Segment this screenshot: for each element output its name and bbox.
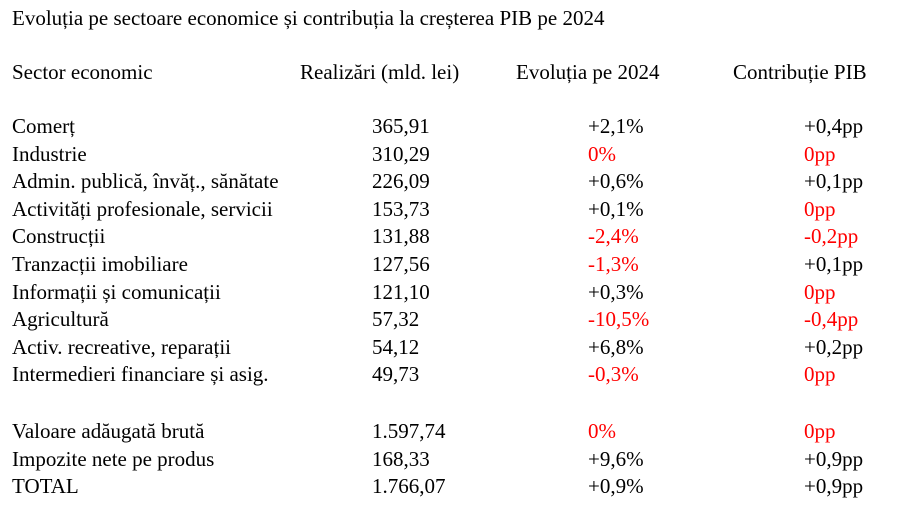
realizari-value: 365,91 <box>372 114 430 138</box>
evolutie-value: 0% <box>588 419 616 443</box>
table-row <box>0 279 899 306</box>
contributie-value: +0,9pp <box>804 446 864 471</box>
header-evolutie: Evoluția pe 2024 <box>516 60 660 84</box>
contributie-value: 0pp <box>804 419 836 443</box>
table-row <box>0 473 899 500</box>
contributie-value: 0pp <box>804 196 836 221</box>
table-row <box>0 251 899 278</box>
evolutie-value: +0,6% <box>588 169 644 194</box>
evolutie-value: -0,3% <box>588 362 639 387</box>
sector-name: Admin. publică, învăț., sănătate <box>12 169 279 194</box>
sector-name: Activități profesionale, servicii <box>12 196 273 221</box>
table-row <box>0 334 899 361</box>
realizari-value: 131,88 <box>372 224 430 249</box>
sector-name: Agricultură <box>12 307 109 332</box>
table-row <box>0 361 899 388</box>
contributie-value: 0pp <box>804 362 836 387</box>
table-row <box>0 168 899 195</box>
sector-name: Industrie <box>12 141 87 166</box>
contributie-value: +0,1pp <box>804 169 864 194</box>
realizari-value: 1.766,07 <box>372 474 446 499</box>
evolutie-value: +6,8% <box>588 334 644 359</box>
realizari-value: 121,10 <box>372 279 430 304</box>
sector-name: TOTAL <box>12 474 79 499</box>
table-row <box>0 141 899 168</box>
realizari-value: 127,56 <box>372 252 430 276</box>
evolutie-value: +2,1% <box>588 114 644 138</box>
contributie-value: -0,2pp <box>804 224 859 249</box>
contributie-value: -0,4pp <box>804 307 859 332</box>
sector-name: Impozite nete pe produs <box>12 446 215 471</box>
realizari-value: 168,33 <box>372 446 430 471</box>
contributie-value: +0,4pp <box>804 114 864 138</box>
evolutie-value: -10,5% <box>588 307 650 332</box>
table-row <box>0 418 899 445</box>
header-sector: Sector economic <box>12 60 153 84</box>
sector-name: Informații și comunicații <box>12 279 221 304</box>
evolutie-value: +0,1% <box>588 196 644 221</box>
sector-name: Intermedieri financiare și asig. <box>12 362 269 387</box>
contributie-value: +0,2pp <box>804 334 864 359</box>
table-header <box>0 59 899 86</box>
realizari-value: 153,73 <box>372 196 430 221</box>
realizari-value: 310,29 <box>372 141 430 166</box>
sector-name: Construcții <box>12 224 106 249</box>
header-contributie: Contribuție PIB <box>733 60 867 84</box>
evolutie-value: +0,3% <box>588 279 644 304</box>
sector-name: Tranzacții imobiliare <box>12 252 188 276</box>
header-realizari: Realizări (mld. lei) <box>300 60 460 84</box>
contributie-value: 0pp <box>804 279 836 304</box>
contributie-value: 0pp <box>804 141 836 166</box>
evolutie-value: 0% <box>588 141 616 166</box>
sector-name: Activ. recreative, reparații <box>12 334 232 359</box>
evolutie-value: +0,9% <box>588 474 644 499</box>
table-row <box>0 113 899 140</box>
realizari-value: 226,09 <box>372 169 430 194</box>
contributie-value: +0,1pp <box>804 252 864 276</box>
realizari-value: 54,12 <box>372 334 420 359</box>
realizari-value: 49,73 <box>372 362 420 387</box>
table-row <box>0 446 899 473</box>
table-row <box>0 223 899 250</box>
evolutie-value: +9,6% <box>588 446 644 471</box>
page-title: Evoluția pe sectoare economice și contribuția la creșterea PIB pe 2024 <box>12 6 605 30</box>
table-row <box>0 196 899 223</box>
evolutie-value: -2,4% <box>588 224 639 249</box>
contributie-value: +0,9pp <box>804 474 864 499</box>
realizari-value: 1.597,74 <box>372 419 446 443</box>
table-row <box>0 306 899 333</box>
sector-name: Comerț <box>12 114 75 138</box>
sector-name: Valoare adăugată brută <box>12 419 205 443</box>
evolutie-value: -1,3% <box>588 252 639 276</box>
realizari-value: 57,32 <box>372 307 420 332</box>
